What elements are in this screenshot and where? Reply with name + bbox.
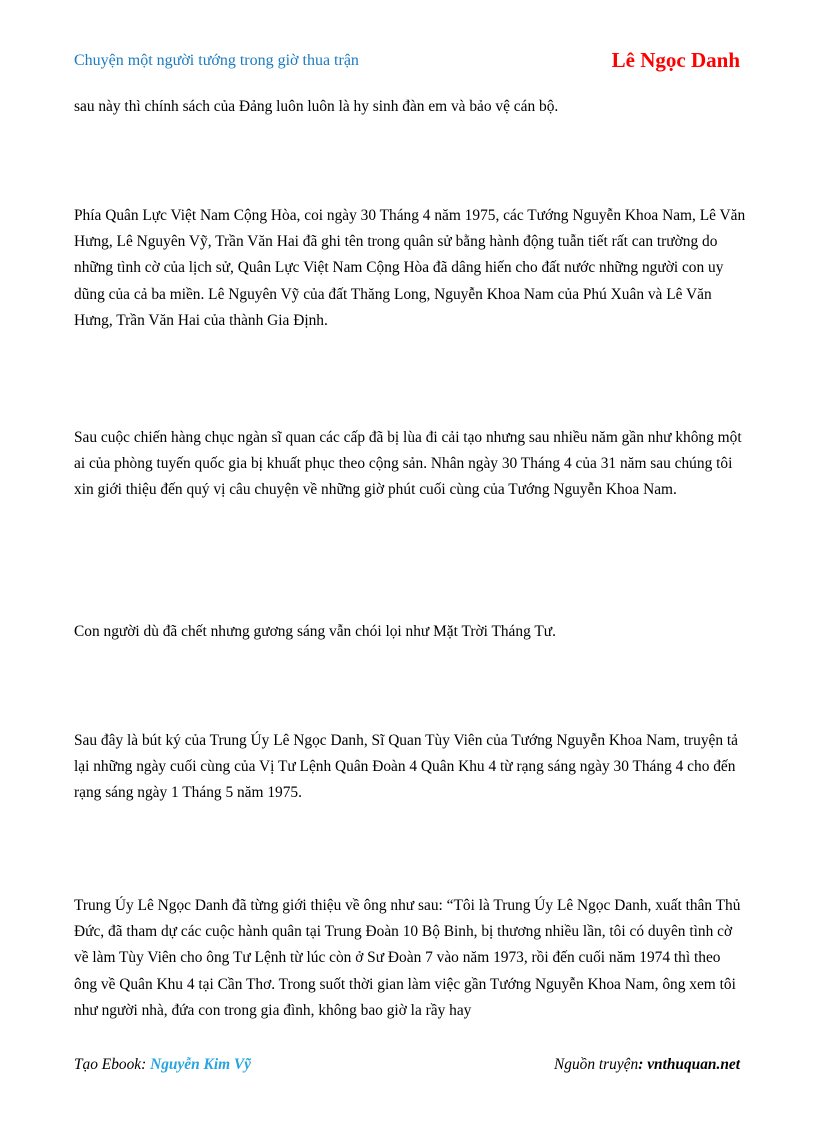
footer-ebook-name: Nguyễn Kim Vỹ [150,1056,252,1073]
header-title: Chuyện một người tướng trong giờ thua trận [74,52,359,69]
paragraph-3: Sau cuộc chiến hàng chục ngàn sĩ quan các cấp đã bị lùa đi cải tạo nhưng sau nhiều năm gần như không một ai của phòng tuyến quốc gia bị khuất phục theo cộng sản. Nhân ngày 30 Tháng 4 của 31 năm sau chúng tôi xin giới thiệu đến quý vị câu chuyện về những giờ phút cuối cùng của Tướng Nguyễn Khoa Nam. [74,429,742,499]
header-author: Lê Ngọc Danh [611,48,740,72]
footer-ebook-separator: : [141,1056,151,1073]
footer-source-separator: : [638,1056,648,1073]
paragraph-5: Sau đây là bút ký của Trung Úy Lê Ngọc Danh, Sĩ Quan Tùy Viên của Tướng Nguyễn Khoa Nam, truyện tả lại những ngày cuối cùng của Vị Tư Lệnh Quân Đoàn 4 Quân Khu 4 từ rạng sáng ngày 30 Tháng 4 cho đến rạng sáng ngày 1 Tháng 5 năm 1975. [74,732,738,802]
paragraph-6: Trung Úy Lê Ngọc Danh đã từng giới thiệu về ông như sau: “Tôi là Trung Úy Lê Ngọc Danh, xuất thân Thủ Đức, đã tham dự các cuộc hành quân tại Trung Đoàn 10 Bộ Binh, bị thương nhiều lần, tôi có duyên tình cờ về làm Tùy Viên cho ông Tư Lệnh từ lúc còn ở Sư Đoàn 7 vào năm 1973, rồi đến cuối năm 1974 thì theo ông về Quân Khu 4 tại Cần Thơ. Trong suốt thời gian làm việc gần Tướng Nguyễn Khoa Nam, ông xem tôi như người nhà, đứa con trong gia đình, không bao giờ la rầy hay [74,897,741,1019]
paragraph-1: sau này thì chính sách của Đảng luôn luôn là hy sinh đàn em và bảo vệ cán bộ. [74,98,559,115]
footer-ebook-credit [74,1056,251,1074]
footer-source-name: vnthuquan.net [647,1056,740,1073]
footer-source-credit [554,1056,740,1074]
paragraph-2: Phía Quân Lực Việt Nam Cộng Hòa, coi ngày 30 Tháng 4 năm 1975, các Tướng Nguyễn Khoa Nam, Lê Văn Hưng, Lê Nguyên Vỹ, Trần Văn Hai đã ghi tên trong quân sử bằng hành động tuẫn tiết rất can trường do những tình cờ của lịch sử, Quân Lực Việt Nam Cộng Hòa đã dâng hiến cho đất nước những người con uy dũng của cả ba miền. Lê Nguyên Vỹ của đất Thăng Long, Nguyễn Khoa Nam của Phú Xuân và Lê Văn Hưng, Trần Văn Hai của thành Gia Định. [74,207,746,329]
footer-source-label: Nguồn truyện [553,1056,639,1073]
footer-ebook-label: Tạo Ebook [74,1056,142,1073]
paragraph-4: Con người dù đã chết nhưng gương sáng vẫn chói lọi như Mặt Trời Tháng Tư. [74,623,556,640]
